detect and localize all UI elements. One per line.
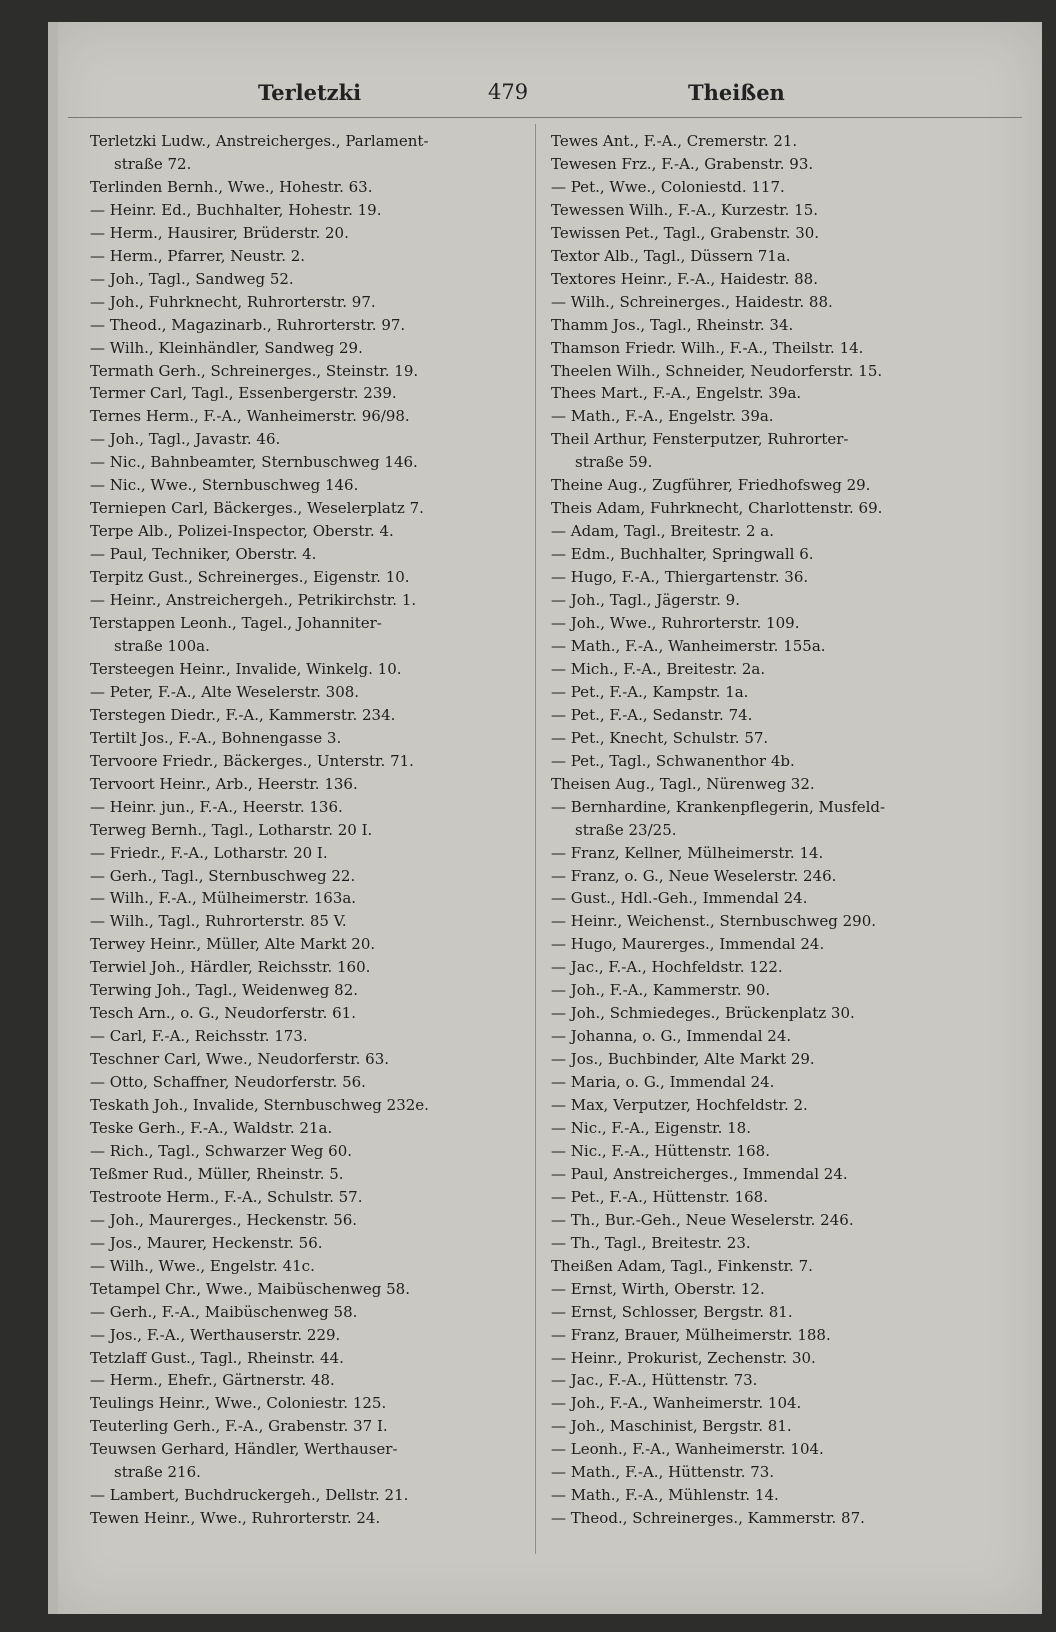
directory-entry: Theine Aug., Zugführer, Friedhofsweg 29. (551, 476, 871, 495)
left-column (90, 130, 530, 1530)
directory-entry: Tersteegen Heinr., Invalide, Winkelg. 10. (90, 659, 402, 678)
directory-entry: — Theod., Magazinarb., Ruhrorterstr. 97. (90, 315, 406, 334)
header-right-keyword: Theißen (688, 80, 785, 105)
directory-entry: Tervoort Heinr., Arb., Heerstr. 136. (90, 774, 358, 793)
directory-entry: Terwey Heinr., Müller, Alte Markt 20. (90, 935, 376, 954)
directory-entry: — Pet., Tagl., Schwanenthor 4b. (551, 751, 795, 770)
directory-entry: Thees Mart., F.-A., Engelstr. 39a. (551, 384, 802, 403)
directory-entry: — Hugo, Maurerges., Immendal 24. (551, 935, 825, 954)
directory-entry: Teßmer Rud., Müller, Rheinstr. 5. (90, 1164, 344, 1183)
directory-entry: — Johanna, o. G., Immendal 24. (551, 1027, 792, 1046)
directory-entry-continuation: straße 23/25. (575, 820, 677, 839)
directory-entry: — Rich., Tagl., Schwarzer Weg 60. (90, 1141, 353, 1160)
directory-entry: — Joh., Tagl., Sandweg 52. (90, 269, 294, 288)
directory-entry: — Nic., F.-A., Hüttenstr. 168. (551, 1141, 770, 1160)
directory-entry: Tetzlaff Gust., Tagl., Rheinstr. 44. (90, 1348, 344, 1367)
directory-entry: — Leonh., F.-A., Wanheimerstr. 104. (551, 1440, 824, 1459)
directory-entry: — Theod., Schreinerges., Kammerstr. 87. (551, 1509, 865, 1528)
directory-page (48, 22, 1042, 1614)
directory-entry: — Th., Bur.-Geh., Neue Weselerstr. 246. (551, 1210, 854, 1229)
directory-entry: — Paul, Techniker, Oberstr. 4. (90, 545, 317, 564)
directory-entry: Thamm Jos., Tagl., Rheinstr. 34. (551, 315, 794, 334)
directory-entry: — Joh., Maschinist, Bergstr. 81. (551, 1417, 792, 1436)
directory-entry: — Jos., F.-A., Werthauserstr. 229. (90, 1325, 341, 1344)
directory-entry: — Max, Verputzer, Hochfeldstr. 2. (551, 1096, 808, 1115)
directory-entry: Terweg Bernh., Tagl., Lotharstr. 20 I. (90, 820, 373, 839)
directory-entry: — Wilh., Schreinerges., Haidestr. 88. (551, 292, 833, 311)
directory-entry: — Pet., F.-A., Sedanstr. 74. (551, 705, 753, 724)
directory-entry: Ternes Herm., F.-A., Wanheimerstr. 96/98. (90, 407, 410, 426)
directory-entry: — Pet., F.-A., Kampstr. 1a. (551, 682, 749, 701)
directory-entry: — Bernhardine, Krankenpflegerin, Musfeld- (551, 797, 886, 816)
directory-entry: — Franz, Kellner, Mülheimerstr. 14. (551, 843, 824, 862)
directory-entry: Terletzki Ludw., Anstreicherges., Parlament- (90, 132, 429, 150)
directory-entry: — Peter, F.-A., Alte Weselerstr. 308. (90, 682, 360, 701)
directory-entry: — Mich., F.-A., Breitestr. 2a. (551, 659, 766, 678)
directory-entry: Terlinden Bernh., Wwe., Hohestr. 63. (90, 177, 373, 196)
directory-entry: Tewes Ant., F.-A., Cremerstr. 21. (551, 132, 798, 150)
directory-entry: — Nic., Wwe., Sternbuschweg 146. (90, 476, 359, 495)
directory-entry: — Herm., Pfarrer, Neustr. 2. (90, 246, 306, 265)
directory-entry: — Nic., Bahnbeamter, Sternbuschweg 146. (90, 453, 418, 472)
directory-entry: — Franz, o. G., Neue Weselerstr. 246. (551, 866, 837, 885)
directory-entry: — Herm., Hausirer, Brüderstr. 20. (90, 223, 349, 242)
directory-entry: — Jos., Maurer, Heckenstr. 56. (90, 1233, 323, 1252)
directory-entry: Termath Gerh., Schreinerges., Steinstr. 19. (90, 361, 419, 380)
directory-entry: — Pet., F.-A., Hüttenstr. 168. (551, 1187, 768, 1206)
directory-entry: — Maria, o. G., Immendal 24. (551, 1073, 775, 1092)
directory-entry-continuation: straße 216. (114, 1463, 201, 1482)
directory-entry: — Pet., Wwe., Coloniestd. 117. (551, 177, 785, 196)
header-left-keyword: Terletzki (258, 80, 362, 105)
directory-entry: — Gerh., F.-A., Maibüschenweg 58. (90, 1302, 358, 1321)
directory-entry: — Joh., Maurerges., Heckenstr. 56. (90, 1210, 358, 1229)
directory-entry: Tertilt Jos., F.-A., Bohnengasse 3. (90, 728, 342, 747)
directory-entry-continuation: straße 72. (114, 154, 192, 173)
directory-entry: — Joh., Tagl., Javastr. 46. (90, 430, 281, 449)
directory-entry: Theißen Adam, Tagl., Finkenstr. 7. (551, 1256, 813, 1275)
directory-entry: Theisen Aug., Tagl., Nürenweg 32. (551, 774, 815, 793)
directory-entry: — Adam, Tagl., Breitestr. 2 a. (551, 522, 774, 541)
directory-entry: — Heinr. Ed., Buchhalter, Hohestr. 19. (90, 200, 382, 219)
directory-entry: Teuwsen Gerhard, Händler, Werthauser- (90, 1440, 398, 1459)
directory-entry: — Jos., Buchbinder, Alte Markt 29. (551, 1050, 815, 1069)
directory-entry: — Wilh., Tagl., Ruhrorterstr. 85 V. (90, 912, 347, 931)
directory-entry: Terpitz Gust., Schreinerges., Eigenstr. 10. (90, 568, 410, 587)
directory-entry: Teske Gerh., F.-A., Waldstr. 21a. (90, 1118, 333, 1137)
directory-entry: Terstegen Diedr., F.-A., Kammerstr. 234. (90, 705, 396, 724)
directory-entry: Teulings Heinr., Wwe., Coloniestr. 125. (90, 1394, 387, 1413)
directory-entry: — Ernst, Wirth, Oberstr. 12. (551, 1279, 765, 1298)
directory-entry: Tetampel Chr., Wwe., Maibüschenweg 58. (90, 1279, 410, 1298)
directory-entry: — Lambert, Buchdruckergeh., Dellstr. 21. (90, 1486, 409, 1505)
directory-entry: Tervoore Friedr., Bäckerges., Unterstr. 71. (90, 751, 414, 770)
directory-entry-continuation: straße 100a. (114, 636, 210, 655)
page-number: 479 (488, 80, 529, 104)
directory-entry: — Th., Tagl., Breitestr. 23. (551, 1233, 751, 1252)
directory-entry: — Heinr., Prokurist, Zechenstr. 30. (551, 1348, 816, 1367)
right-column (551, 130, 1026, 1530)
directory-entry: Tewesen Frz., F.-A., Grabenstr. 93. (551, 154, 814, 173)
directory-entry: Tewessen Wilh., F.-A., Kurzestr. 15. (551, 200, 819, 219)
directory-entry: — Joh., Tagl., Jägerstr. 9. (551, 591, 740, 610)
directory-entry: — Herm., Ehefr., Gärtnerstr. 48. (90, 1371, 335, 1390)
directory-entry: Thamson Friedr. Wilh., F.-A., Theilstr. 14. (551, 338, 864, 357)
directory-entry: — Hugo, F.-A., Thiergartenstr. 36. (551, 568, 809, 587)
directory-entry: — Heinr. jun., F.-A., Heerstr. 136. (90, 797, 343, 816)
directory-entry: Tewen Heinr., Wwe., Ruhrorterstr. 24. (90, 1509, 381, 1528)
directory-entry: — Math., F.-A., Hüttenstr. 73. (551, 1463, 775, 1482)
directory-entry: Teschner Carl, Wwe., Neudorferstr. 63. (90, 1050, 390, 1069)
column-separator (535, 124, 536, 1554)
directory-entry: — Wilh., Kleinhändler, Sandweg 29. (90, 338, 363, 357)
directory-entry: — Carl, F.-A., Reichsstr. 173. (90, 1027, 308, 1046)
directory-entry: Tewissen Pet., Tagl., Grabenstr. 30. (551, 223, 820, 242)
directory-entry: — Math., F.-A., Engelstr. 39a. (551, 407, 774, 426)
directory-entry-continuation: straße 59. (575, 453, 653, 472)
directory-entry: — Jac., F.-A., Hochfeldstr. 122. (551, 958, 783, 977)
directory-entry: — Math., F.-A., Mühlenstr. 14. (551, 1486, 779, 1505)
directory-entry: — Joh., Fuhrknecht, Ruhrorterstr. 97. (90, 292, 376, 311)
directory-entry: — Heinr., Weichenst., Sternbuschweg 290. (551, 912, 877, 931)
directory-entry: Textor Alb., Tagl., Düssern 71a. (551, 246, 791, 265)
directory-entry: — Wilh., Wwe., Engelstr. 41c. (90, 1256, 315, 1275)
directory-entry: — Franz, Brauer, Mülheimerstr. 188. (551, 1325, 831, 1344)
directory-entry: Textores Heinr., F.-A., Haidestr. 88. (551, 269, 818, 288)
directory-entry: — Nic., F.-A., Eigenstr. 18. (551, 1118, 751, 1137)
directory-entry: — Joh., Wwe., Ruhrorterstr. 109. (551, 614, 800, 633)
directory-entry: Teskath Joh., Invalide, Sternbuschweg 232e. (90, 1096, 429, 1115)
directory-entry: — Wilh., F.-A., Mülheimerstr. 163a. (90, 889, 357, 908)
directory-entry: — Paul, Anstreicherges., Immendal 24. (551, 1164, 848, 1183)
directory-entry: — Jac., F.-A., Hüttenstr. 73. (551, 1371, 758, 1390)
directory-entry: — Joh., F.-A., Wanheimerstr. 104. (551, 1394, 802, 1413)
directory-entry: — Otto, Schaffner, Neudorferstr. 56. (90, 1073, 366, 1092)
directory-entry: Tesch Arn., o. G., Neudorferstr. 61. (90, 1004, 356, 1023)
directory-entry: Teuterling Gerh., F.-A., Grabenstr. 37 I. (90, 1417, 388, 1436)
directory-entry: — Gust., Hdl.-Geh., Immendal 24. (551, 889, 808, 908)
directory-entry: Terwing Joh., Tagl., Weidenweg 82. (90, 981, 359, 1000)
directory-entry: — Joh., F.-A., Kammerstr. 90. (551, 981, 771, 1000)
directory-entry: Terniepen Carl, Bäckerges., Weselerplatz 7. (90, 499, 424, 518)
directory-entry: — Gerh., Tagl., Sternbuschweg 22. (90, 866, 356, 885)
directory-entry: — Math., F.-A., Wanheimerstr. 155a. (551, 636, 826, 655)
directory-entry: Terstappen Leonh., Tagel., Johanniter- (90, 614, 382, 633)
directory-entry: Terpe Alb., Polizei-Inspector, Oberstr. 4. (90, 522, 394, 541)
directory-entry: Testroote Herm., F.-A., Schulstr. 57. (90, 1187, 363, 1206)
directory-entry: Theil Arthur, Fensterputzer, Ruhrorter- (551, 430, 849, 449)
directory-entry: Termer Carl, Tagl., Essenbergerstr. 239. (90, 384, 397, 403)
directory-entry: — Edm., Buchhalter, Springwall 6. (551, 545, 814, 564)
page-binding-edge (48, 22, 58, 1614)
directory-entry: — Pet., Knecht, Schulstr. 57. (551, 728, 769, 747)
directory-entry: — Heinr., Anstreichergeh., Petrikirchstr. 1. (90, 591, 417, 610)
directory-entry: Terwiel Joh., Härdler, Reichsstr. 160. (90, 958, 371, 977)
directory-entry: — Ernst, Schlosser, Bergstr. 81. (551, 1302, 793, 1321)
directory-entry: Theis Adam, Fuhrknecht, Charlottenstr. 69. (551, 499, 883, 518)
directory-entry: Theelen Wilh., Schneider, Neudorferstr. 15. (551, 361, 883, 380)
page-header (48, 74, 1042, 108)
header-rule (68, 117, 1022, 118)
directory-entry: — Joh., Schmiedeges., Brückenplatz 30. (551, 1004, 855, 1023)
directory-entry: — Friedr., F.-A., Lotharstr. 20 I. (90, 843, 328, 862)
